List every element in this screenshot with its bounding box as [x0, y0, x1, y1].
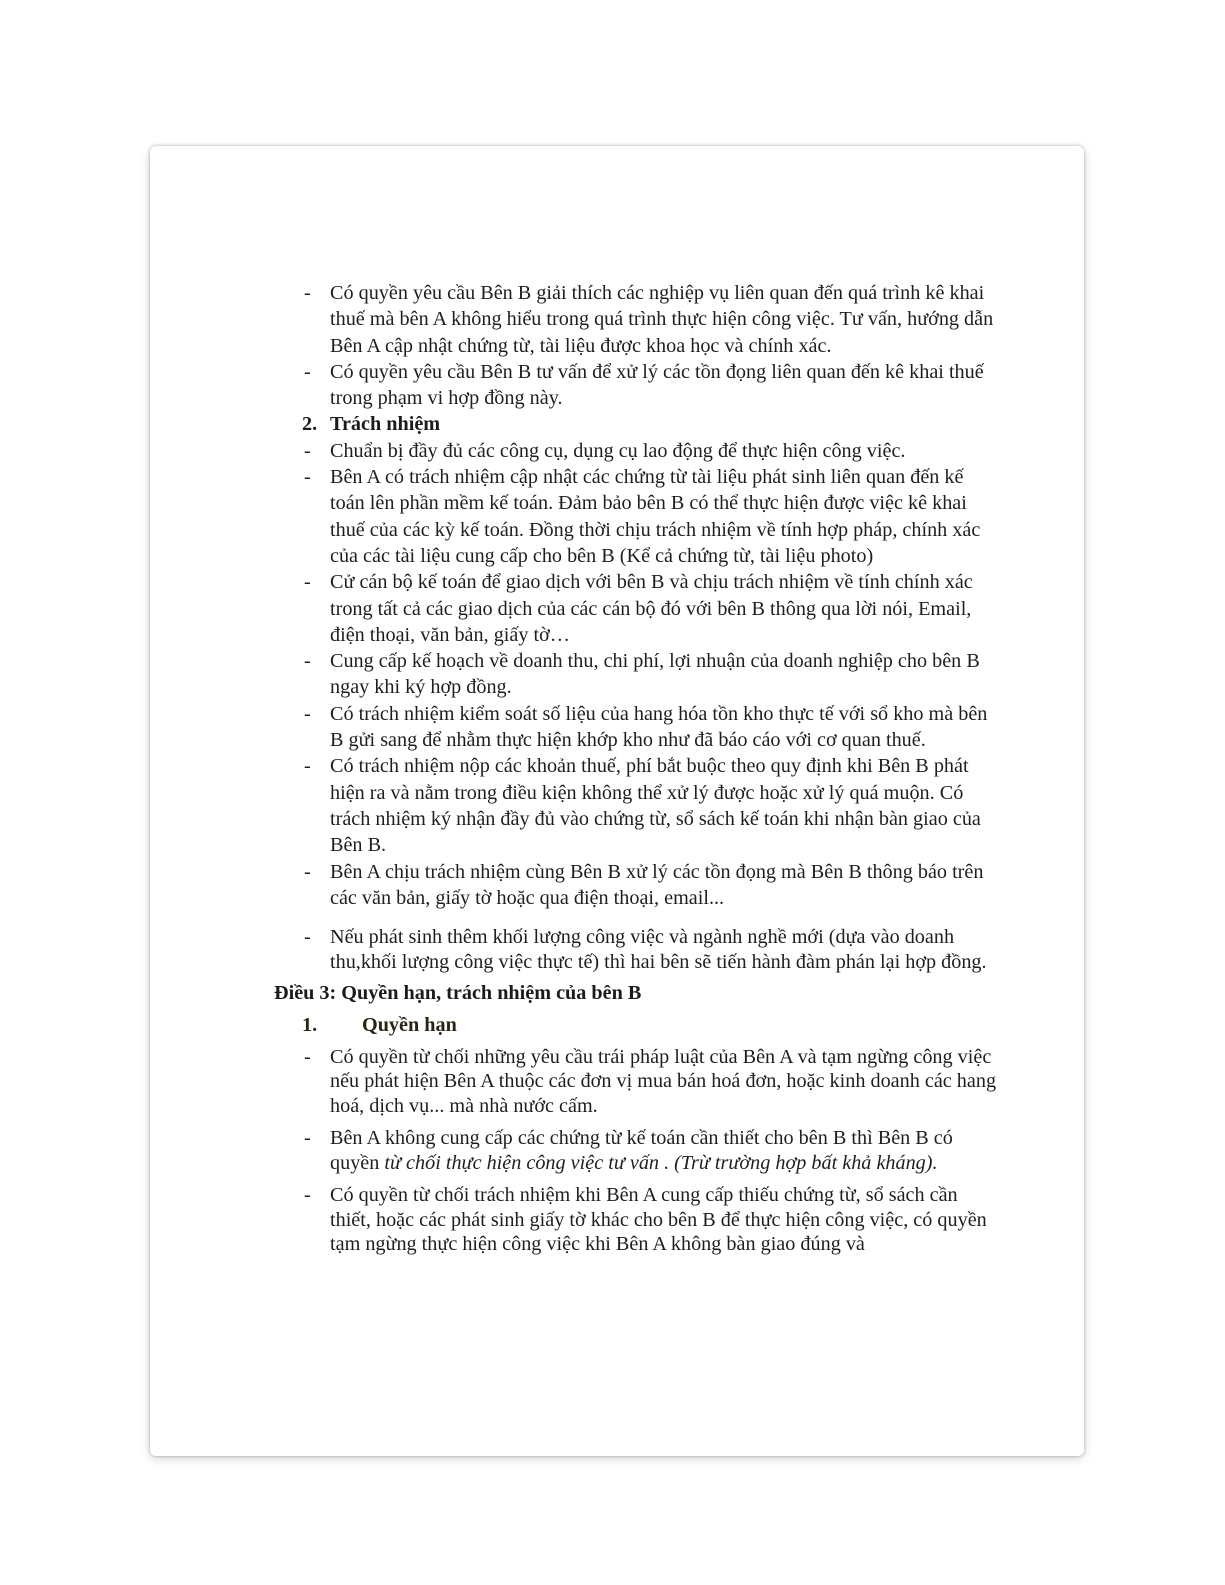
- list-item-text: Cử cán bộ kế toán để giao dịch với bên B và chịu trách nhiệm về tính chính xác trong tất cả các giao dịch của các cán bộ đó với bên B thông qua lời nói, Email, điện thoại, văn bản, giấy tờ…: [330, 571, 973, 646]
- list-item-text: Cung cấp kế hoạch về doanh thu, chi phí, lợi nhuận của doanh nghiệp cho bên B ngay khi ký hợp đồng.: [330, 650, 980, 699]
- list-item: [304, 464, 1002, 569]
- bullet-dash: -: [304, 650, 311, 673]
- section-number: 1.: [302, 1014, 318, 1037]
- list-item: [304, 438, 1002, 464]
- bullet-dash: -: [304, 282, 311, 304]
- section-heading-rights: [302, 1012, 1225, 1038]
- list-item: [304, 359, 1002, 412]
- list-item-text: Bên A có trách nhiệm cập nhật các chứng từ tài liệu phát sinh liên quan đến kế toán lên phần mềm kế toán. Đảm bảo bên B có thể thực hiện được việc kê khai thuế của các kỳ kế toán. Đồng thời chịu trách nhiệm về tính hợp pháp, chính xác của các tài liệu cung cấp cho bên B (Kể cả chứng từ, tài liệu photo): [330, 466, 981, 567]
- list-item-text: Có trách nhiệm nộp các khoản thuế, phí bắt buộc theo quy định khi Bên B phát hiện ra và nằm trong điều kiện không thể xử lý được hoặc xử lý quá muộn. Có trách nhiệm ký nhận đầy đủ vào chứng từ, sổ sách kế toán khi nhận bàn giao của Bên B.: [330, 755, 981, 857]
- list-item: [304, 859, 1002, 912]
- list-item: [304, 280, 1002, 359]
- bullet-dash: -: [304, 1127, 311, 1150]
- list-item-text: Có quyền từ chối trách nhiệm khi Bên A cung cấp thiếu chứng từ, sổ sách cần thiết, hoặc các phát sinh giấy tờ khác cho bên B để thực hiện công việc, có quyền tạm ngừng thực hiện công việc khi Bên A không bàn giao đúng và: [330, 1184, 987, 1256]
- list-item: [304, 701, 1002, 754]
- section-title: Quyền hạn: [362, 1014, 457, 1037]
- list-item-text: Nếu phát sinh thêm khối lượng công việc và ngành nghề mới (dựa vào doanh thu,khối lượng công việc thực tế) thì hai bên sẽ tiến hành đàm phán lại hợp đồng.: [330, 926, 987, 973]
- bullet-dash: -: [304, 360, 311, 383]
- list-item: [304, 1183, 1002, 1257]
- list-item-text: Có quyền từ chối những yêu cầu trái pháp luật của Bên A và tạm ngừng công việc nếu phát hiện Bên A thuộc các đơn vị mua bán hoá đơn, hoặc kinh doanh các hang hoá, dịch vụ... mà nhà nước cấm.: [330, 1045, 997, 1117]
- article-3-title: Điều 3: Quyền hạn, trách nhiệm của bên B: [274, 982, 642, 1005]
- bullet-dash: -: [304, 439, 311, 462]
- list-item: [304, 648, 1002, 701]
- bullet-dash: -: [304, 466, 311, 489]
- list-item-text: Bên A chịu trách nhiệm cùng Bên B xử lý các tồn đọng mà Bên B thông báo trên các văn bản, giấy tờ hoặc qua điện thoại, email...: [330, 860, 984, 909]
- list-item-text: Có quyền yêu cầu Bên B tư vấn để xử lý các tồn đọng liên quan đến kê khai thuế trong phạm vi hợp đồng này.: [330, 360, 984, 410]
- list-item: [304, 569, 1002, 648]
- list-item: [304, 753, 1002, 858]
- list-item-text: Có quyền yêu cầu Bên B giải thích các nghiệp vụ liên quan đến quá trình kê khai thuế mà bên A không hiểu trong quá trình thực hiện công việc. Tư vấn, hướng dẫn Bên A cập nhật chứng từ, tài liệu được khoa học và chính xác.: [330, 282, 994, 357]
- bullet-dash: -: [304, 926, 311, 949]
- bullet-dash: -: [304, 702, 311, 725]
- bullet-dash: -: [304, 1184, 311, 1207]
- list-item: [304, 925, 1002, 974]
- section-heading-responsibility: [302, 411, 1225, 437]
- list-item-text: Có trách nhiệm kiểm soát số liệu của hang hóa tồn kho thực tế với sổ kho mà bên B gửi sang để nhằm thực hiện khớp kho như đã báo cáo với cơ quan thuế.: [330, 702, 988, 752]
- bullet-dash: -: [304, 755, 311, 778]
- list-item-text: Bên A không cung cấp các chứng từ kế toán cần thiết cho bên B thì Bên B có quyền: [330, 1127, 953, 1174]
- list-item-text: Chuẩn bị đầy đủ các công cụ, dụng cụ lao động để thực hiện công việc.: [330, 439, 906, 462]
- bullet-dash: -: [304, 860, 311, 883]
- section-title: Trách nhiệm: [330, 413, 441, 436]
- list-item: [304, 1126, 1002, 1175]
- document-content: [0, 280, 1225, 1257]
- section-number: 2.: [302, 413, 318, 436]
- bullet-dash: -: [304, 571, 311, 594]
- bullet-dash: -: [304, 1045, 311, 1068]
- list-item-italic-text: từ chối thực hiện công việc tư vấn . (Trừ trường hợp bất khả kháng).: [384, 1151, 938, 1174]
- list-item: [304, 1045, 1002, 1119]
